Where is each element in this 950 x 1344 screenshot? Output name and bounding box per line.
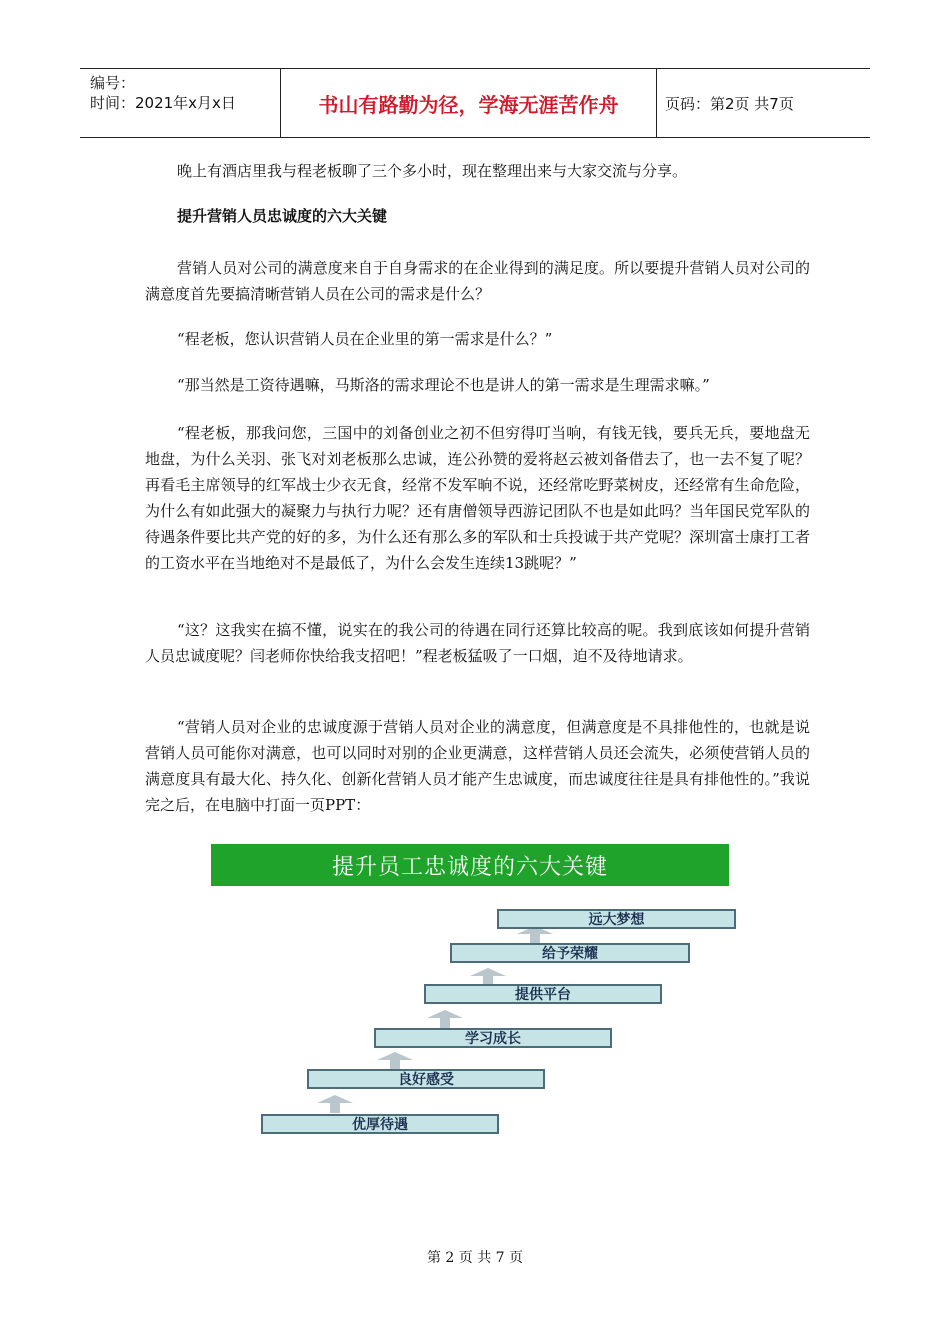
intro-paragraph: 晚上有酒店里我与程老板聊了三个多小时，现在整理出来与大家交流与分享。 xyxy=(177,162,688,180)
slide-step-honor: 给予荣耀 xyxy=(450,943,690,963)
code-label: 编号： xyxy=(90,74,136,92)
slide-title: 提升员工忠诚度的六大关键 xyxy=(211,844,729,886)
step-arrow-head xyxy=(427,1010,463,1018)
step-arrow-head xyxy=(377,1052,413,1060)
step-arrow-shaft xyxy=(330,1103,340,1113)
header-table xyxy=(80,68,870,138)
header-page-label: 页码：第2页 共7页 xyxy=(665,94,794,113)
page-footer: 第 2 页 共 7 页 xyxy=(426,1250,524,1266)
step-arrow-head xyxy=(317,1095,353,1103)
slide-step-pay: 优厚待遇 xyxy=(261,1114,499,1134)
paragraph-1: 营销人员对公司的满意度来自于自身需求的在企业得到的满足度。所以要提升营销人员对公司的满意度首先要搞清晰营销人员在公司的需求是什么？ xyxy=(145,259,810,303)
paragraph-6: “营销人员对企业的忠诚度源于营销人员对企业的满意度，但满意度是不具排他性的，也就是说营销人员可能你对满意，也可以同时对别的企业更满意，这样营销人员还会流失，必须使营销人员的满意度具有最大化、持久化、创新化营销人员才能产生忠诚度，而忠诚度往往是具有排他性的。”我说完之后，在电脑中打面一页PPT： xyxy=(145,718,810,814)
paragraph-5: “这？这我实在搞不懂，说实在的我公司的待遇在同行还算比较高的呢。我到底该如何提升营销人员忠诚度呢？闫老师你快给我支招吧！”程老板猛吸了一口烟，迫不及待地请求。 xyxy=(145,621,810,665)
slide-step-platform: 提供平台 xyxy=(424,984,662,1004)
step-arrow-head xyxy=(470,968,506,976)
step-arrow-shaft xyxy=(440,1018,450,1028)
paragraph-3: “那当然是工资待遇嘛，马斯洛的需求理论不也是讲人的第一需求是生理需求嘛。” xyxy=(177,376,710,394)
header-meta xyxy=(80,69,281,137)
paragraph-2: “程老板，您认识营销人员在企业里的第一需求是什么？” xyxy=(177,330,553,348)
slide-step-growth: 学习成长 xyxy=(374,1028,612,1048)
slide-step-feeling: 良好感受 xyxy=(307,1069,545,1089)
slide-step-dream: 远大梦想 xyxy=(497,909,736,929)
date-label: 时间：2021年x月x日 xyxy=(90,94,236,112)
section-heading: 提升营销人员忠诚度的六大关键 xyxy=(177,207,388,225)
paragraph-4: “程老板，那我问您，三国中的刘备创业之初不但穷得叮当响，有钱无钱，要兵无兵，要地盘无地盘，为什么关羽、张飞对刘老板那么忠诚，连公孙赞的爱将赵云被刘备借去了，也一去不复了呢？再看毛主席领导的红军战士少衣无食，经常不发军晌不说，还经常吃野菜树皮，还经常有生命危险，为什么有如此强大的凝聚力与执行力呢？还有唐僧领导西游记团队不也是如此吗？当年国民党军队的待遇条件要比共产党的好的多，为什么还有那么多的军队和士兵投诚于共产党呢？深圳富士康打工者的工资水平在当地绝对不是最低了，为什么会发生连续13跳呢？” xyxy=(145,424,810,572)
header-motto: 书山有路勤为径，学海无涯苦作舟 xyxy=(281,69,657,137)
